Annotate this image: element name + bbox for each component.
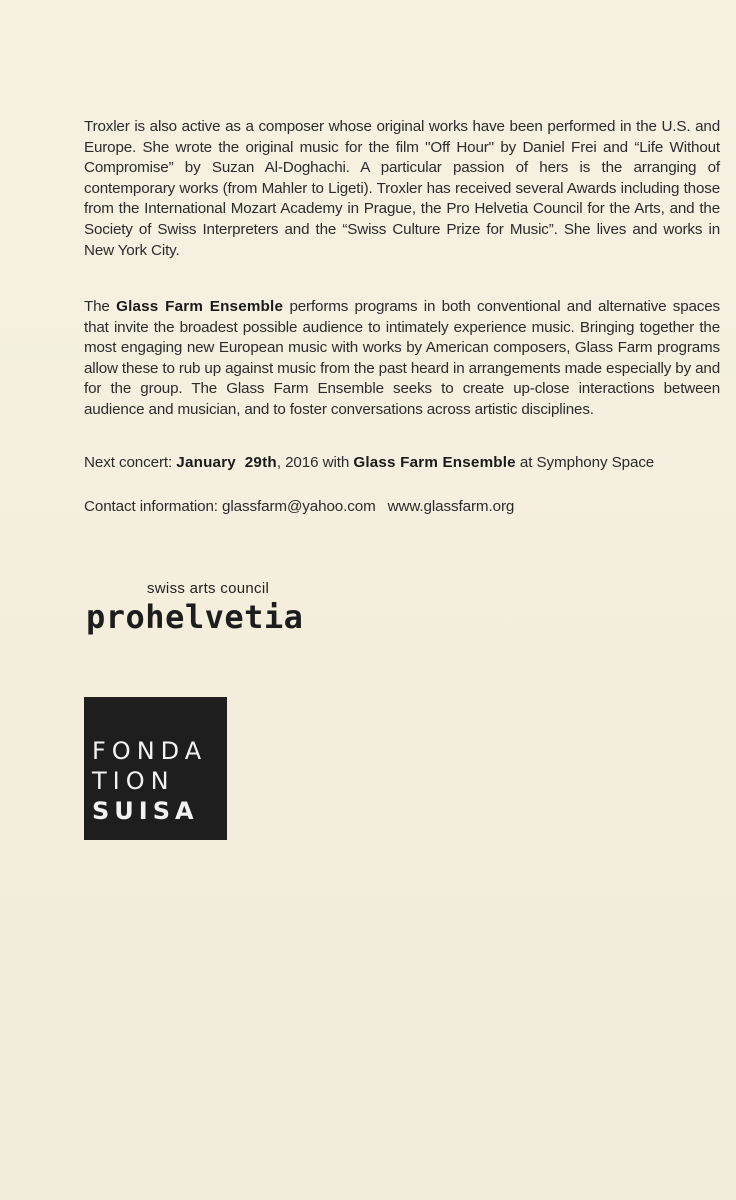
ensemble-paragraph-block (84, 297, 720, 421)
next-concert (84, 453, 720, 474)
contact-website[interactable]: www.glassfarm.org (387, 498, 515, 515)
suisa-logo-line-3: SUISA (92, 797, 199, 825)
suisa-logo-line-2: TION (92, 767, 175, 795)
pro-helvetia-logo: prohelvetia (86, 598, 304, 636)
suisa-logo-line-1: FONDA (92, 737, 208, 765)
ensemble-description: performs programs in both conventional and alternative spaces that invite the broadest possible audience to intimately experience music. Bringing together the most engaging new European music with works by American composers, Glass Farm programs allow these to rub up against music from the past heard in arrangements made especially by and for the group. The Glass Farm Ensemble seeks to create up-close interactions between audience and musician, and to foster conversations across artistic disciplines. (84, 298, 720, 418)
concert-venue: at Symphony Space (515, 454, 655, 471)
bio-paragraph: Troxler is also active as a composer whose original works have been performed in the U.S. and Europe. She wrote the original music for the film "Off Hour" by Daniel Frei and “Life Without Compromise” by Suzan Al-Doghachi. A particular passion of hers is the arranging of contemporary works (from Mahler to Ligeti). Troxler has received several Awards including those from the International Mozart Academy in Prague, the Pro Helvetia Council for the Arts, and the Society of Swiss Interpreters and the “Swiss Culture Prize for Music”. She lives and works in New York City. (84, 118, 720, 259)
bio-paragraph-block (84, 117, 720, 261)
contact-info (84, 497, 514, 518)
concert-middle: , 2016 with (276, 454, 354, 471)
pro-helvetia-tagline: swiss arts council (147, 580, 270, 597)
ensemble-name: Glass Farm Ensemble (116, 298, 284, 315)
contact-email[interactable]: glassfarm@yahoo.com (222, 498, 376, 515)
ensemble-intro: The (84, 298, 117, 315)
ensemble-paragraph (84, 297, 720, 421)
fondation-suisa-logo (84, 697, 227, 840)
concert-date: January 29th (176, 454, 277, 471)
contact-label: Contact information: (84, 498, 223, 515)
concert-prefix: Next concert: (84, 454, 177, 471)
concert-ensemble: Glass Farm Ensemble (353, 454, 516, 471)
